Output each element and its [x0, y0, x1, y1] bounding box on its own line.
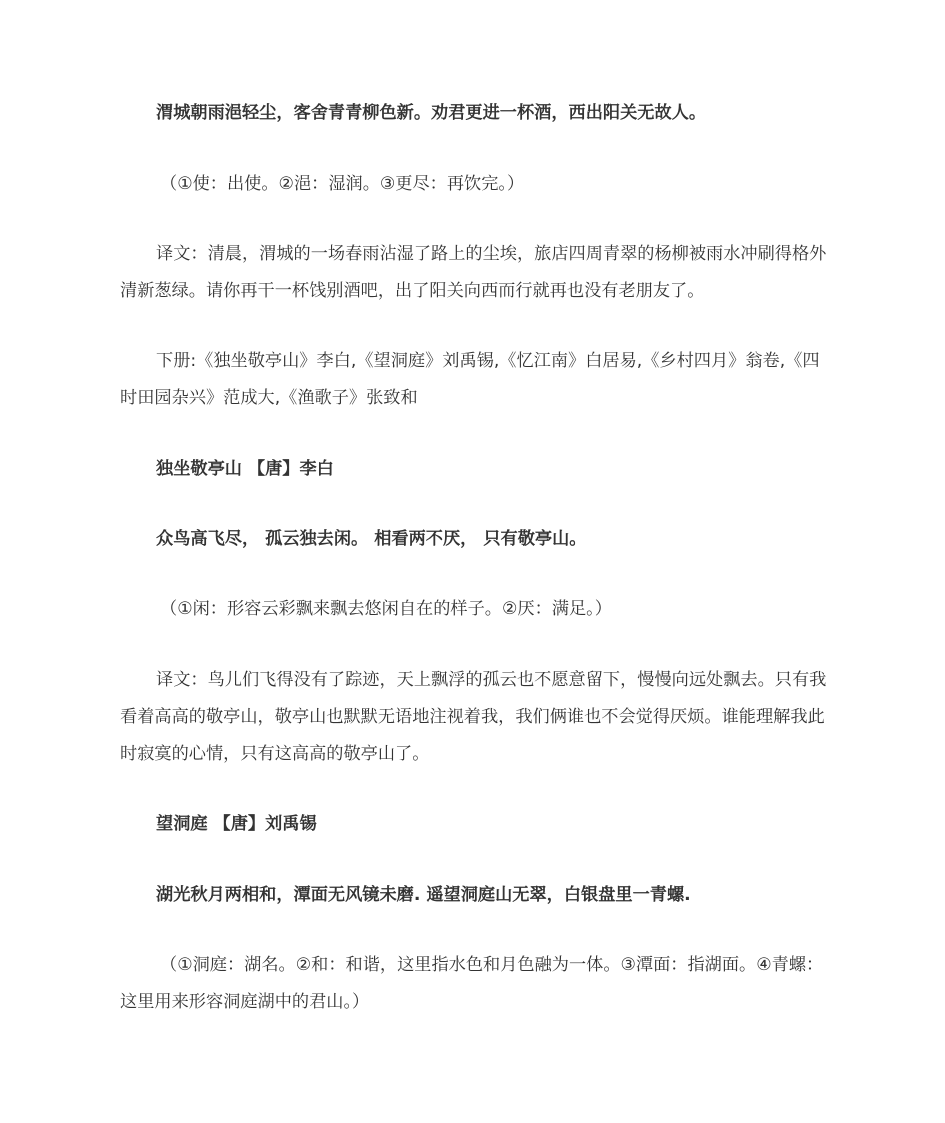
- poem-dongting-notes: （①洞庭：湖名。②和：和谐，这里指水色和月色融为一体。③潭面：指湖面。④青螺：这里用来形容洞庭湖中的君山。）: [120, 955, 824, 1012]
- poem-jingting-title: 独坐敬亭山 【唐】李白: [156, 459, 334, 479]
- poem-weicheng-text: 渭城朝雨浥轻尘，客舍青青柳色新。劝君更进一杯酒，西出阳关无故人。: [156, 103, 707, 123]
- poem-weicheng-notes: （①使：出使。②浥：湿润。③更尽：再饮完。）: [160, 174, 525, 194]
- poem-dongting-title: 望洞庭 【唐】刘禹锡: [156, 814, 317, 834]
- poem-dongting-text: 湖光秋月两相和，潭面无风镜未磨. 遥望洞庭山无翠，白银盘里一青螺.: [156, 885, 691, 905]
- poem-weicheng-translation: 译文：清晨，渭城的一场春雨沾湿了路上的尘埃，旅店四周青翠的杨柳被雨水冲刷得格外清新葱绿。请你再干一杯饯别酒吧，出了阳关向西而行就再也没有老朋友了。: [120, 244, 827, 301]
- poem-jingting-text: 众鸟高飞尽， 孤云独去闲。 相看两不厌， 只有敬亭山。: [156, 529, 587, 549]
- poem-jingting-translation: 译文：鸟儿们飞得没有了踪迹，天上飘浮的孤云也不愿意留下，慢慢向远处飘去。只有我看着高高的敬亭山，敬亭山也默默无语地注视着我，我们俩谁也不会觉得厌烦。谁能理解我此时寂寞的心情，只有这高高的敬亭山了。: [120, 670, 827, 764]
- poem-jingting-notes: （①闲：形容云彩飘来飘去悠闲自在的样子。②厌：满足。）: [160, 599, 612, 619]
- volume-two-list: 下册:《独坐敬亭山》李白,《望洞庭》刘禹锡,《忆江南》白居易,《乡村四月》翁卷,《四时田园杂兴》范成大,《渔歌子》张致和: [120, 351, 820, 408]
